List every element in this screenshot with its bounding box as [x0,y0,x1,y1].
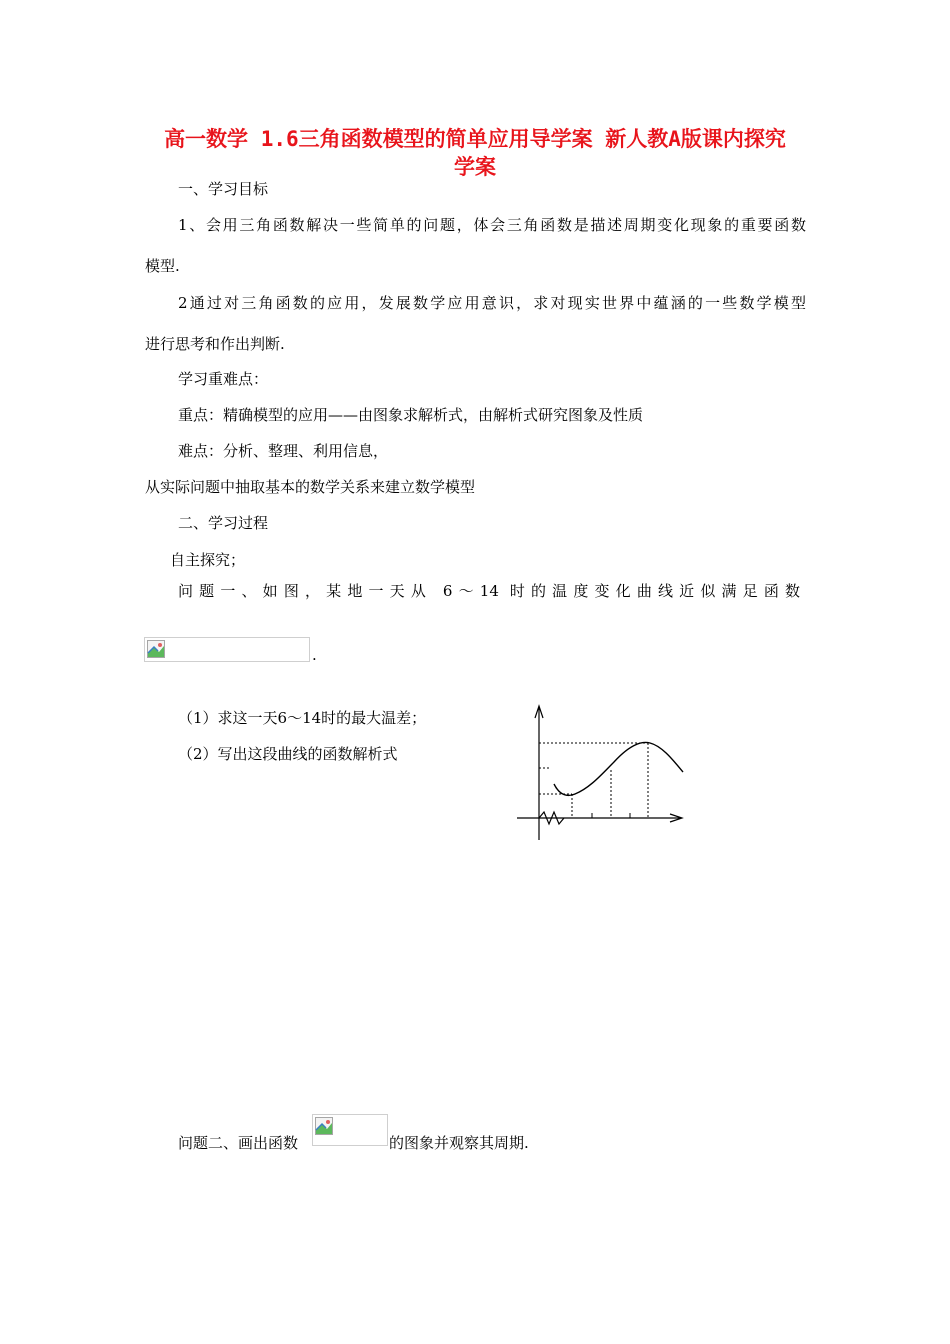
difficulty-point: 难点：分析、整理、利用信息， [178,442,389,460]
goal1-line1: 1、会用三角函数解决一些简单的问题，体会三角函数是描述周期变化现象的重要函数 [178,216,806,234]
goal1-line2: 模型. [145,257,180,275]
key-difficulty-heading: 学习重难点： [178,370,269,388]
temperature-curve-figure [510,700,690,845]
difficulty-continued: 从实际问题中抽取基本的数学关系来建立数学模型 [145,478,476,496]
goal2-line2: 进行思考和作出判断. [145,335,285,353]
formula-image-placeholder [144,637,310,662]
document-title-line2: 学案 [454,155,496,179]
formula-image-placeholder-2 [312,1114,388,1146]
temperature-curve [554,742,683,795]
document-title-line1: 高一数学 1.6三角函数模型的简单应用导学案 新人教A版课内探究 [164,127,786,151]
broken-image-icon [147,640,167,660]
section-heading-goals: 一、学习目标 [178,180,269,198]
key-point: 重点：精确模型的应用——由图象求解析式，由解析式研究图象及性质 [178,406,644,424]
question-2: （2）写出这段曲线的函数解析式 [178,745,398,763]
problem1-period: . [312,646,317,664]
section-heading-process: 二、学习过程 [178,514,269,532]
question-1: （1）求这一天6～14时的最大温差； [178,709,427,727]
problem2-prefix: 问题二、画出函数 [178,1134,299,1152]
goal2-line1: 2通过对三角函数的应用，发展数学应用意识，求对现实世界中蕴涵的一些数学模型 [178,294,806,312]
problem1-text: 问题一、如图，某地一天从 6～14 时的温度变化曲线近似满足函数 [178,582,800,600]
problem2-suffix: 的图象并观察其周期. [389,1134,529,1152]
self-explore-label: 自主探究； [170,551,246,569]
broken-image-icon [315,1117,335,1137]
